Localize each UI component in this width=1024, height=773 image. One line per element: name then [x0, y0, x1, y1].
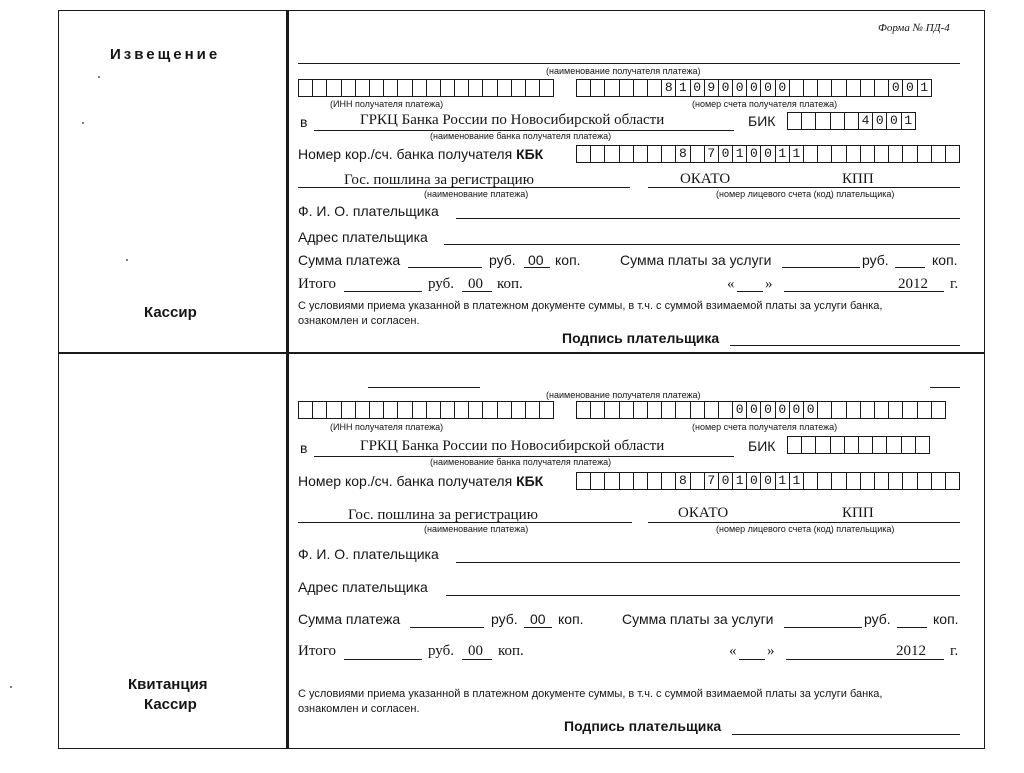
digit-cell[interactable]: [648, 80, 662, 96]
payer-address-label: Адрес плательщика: [298, 229, 428, 245]
inn-cells: [298, 79, 554, 97]
payment-name-caption: (наименование платежа): [424, 189, 529, 199]
digit-cell[interactable]: [620, 402, 634, 418]
digit-cell[interactable]: [577, 402, 591, 418]
corr-account-label: Номер кор./сч. банка получателя КБК: [298, 473, 544, 489]
digit-cell[interactable]: [916, 437, 930, 453]
recipient-name-line-right: [930, 387, 960, 388]
digit-cell[interactable]: [818, 146, 832, 162]
payment-sum-label: Сумма платежа: [298, 252, 401, 268]
digit-cell[interactable]: [299, 402, 313, 418]
signature-label: Подпись плательщика: [562, 330, 720, 346]
bik-label: БИК: [748, 113, 776, 129]
payer-name-line: [456, 218, 960, 219]
digit-cell[interactable]: [831, 113, 845, 129]
digit-cell[interactable]: [526, 402, 540, 418]
digit-cell[interactable]: [620, 146, 634, 162]
digit-cell[interactable]: 0: [761, 402, 775, 418]
digit-cell[interactable]: 1: [902, 113, 916, 129]
digit-cell[interactable]: [648, 146, 662, 162]
digit-cell[interactable]: [441, 80, 455, 96]
digit-cell[interactable]: [634, 146, 648, 162]
digit-cell[interactable]: 9: [705, 80, 719, 96]
digit-cell[interactable]: [634, 402, 648, 418]
total-kop-label: коп.: [497, 276, 523, 292]
digit-cell[interactable]: 0: [747, 473, 761, 489]
service-fee-label: Сумма платы за услуги: [620, 252, 772, 268]
corr-account-cells: [576, 472, 960, 490]
digit-cell[interactable]: [620, 473, 634, 489]
digit-cell[interactable]: 7: [705, 146, 719, 162]
kopecks-value: 00: [530, 611, 546, 627]
digit-cell[interactable]: [634, 80, 648, 96]
digit-cell[interactable]: [889, 146, 903, 162]
scan-speck: [82, 122, 84, 124]
digit-cell[interactable]: [804, 146, 818, 162]
digit-cell[interactable]: [605, 473, 619, 489]
digit-cell[interactable]: [788, 437, 802, 453]
bank-name-caption: (наименование банка получателя платежа): [430, 131, 612, 141]
digit-cell[interactable]: 0: [747, 80, 761, 96]
account-cells: [576, 79, 932, 97]
digit-cell[interactable]: [577, 473, 591, 489]
digit-cell[interactable]: [313, 80, 327, 96]
digit-cell[interactable]: 0: [733, 402, 747, 418]
digit-cell[interactable]: [804, 473, 818, 489]
inn-cells: [298, 401, 554, 419]
digit-cell[interactable]: 0: [776, 402, 790, 418]
service-rub-line: [782, 267, 860, 268]
digit-cell[interactable]: 0: [719, 80, 733, 96]
digit-cell[interactable]: [313, 402, 327, 418]
digit-cell[interactable]: 0: [804, 402, 818, 418]
digit-cell[interactable]: 0: [719, 473, 733, 489]
digit-cell[interactable]: [384, 80, 398, 96]
digit-cell[interactable]: 0: [747, 402, 761, 418]
signature-label: Подпись плательщика: [564, 718, 722, 734]
signature-line[interactable]: [732, 734, 960, 735]
cashier-label: Кассир: [144, 304, 197, 321]
signature-line[interactable]: [730, 345, 960, 346]
digit-cell[interactable]: [903, 402, 917, 418]
digit-cell[interactable]: 1: [776, 473, 790, 489]
digit-cell[interactable]: [398, 402, 412, 418]
scan-speck: [98, 76, 100, 78]
digit-cell[interactable]: [861, 146, 875, 162]
account-cells: [576, 401, 946, 419]
digit-cell[interactable]: [832, 402, 846, 418]
digit-cell[interactable]: [370, 402, 384, 418]
vertical-divider: [286, 10, 289, 749]
payment-name-value: Гос. пошлина за регистрацию: [344, 172, 534, 188]
digit-cell[interactable]: [875, 80, 889, 96]
digit-cell[interactable]: 8: [662, 80, 676, 96]
digit-cell[interactable]: [648, 402, 662, 418]
digit-cell[interactable]: [605, 146, 619, 162]
digit-cell[interactable]: [873, 437, 887, 453]
digit-cell[interactable]: [427, 402, 441, 418]
year-suffix: г.: [950, 643, 959, 659]
digit-cell[interactable]: [540, 80, 554, 96]
service-fee-label: Сумма платы за услуги: [622, 611, 774, 627]
notice-title: Извещение: [110, 46, 221, 63]
digit-cell[interactable]: [327, 402, 341, 418]
digit-cell[interactable]: [605, 402, 619, 418]
digit-cell[interactable]: [802, 113, 816, 129]
payment-rub-line: [408, 267, 482, 268]
bik-cells: [787, 112, 916, 130]
section-divider: [58, 352, 985, 354]
digit-cell[interactable]: [875, 146, 889, 162]
digit-cell[interactable]: [832, 473, 846, 489]
digit-cell[interactable]: [861, 402, 875, 418]
payment-sum-label: Сумма платежа: [298, 611, 401, 627]
kpp-label: КПП: [842, 171, 874, 187]
date-quote-open: «: [727, 276, 735, 292]
payer-name-label: Ф. И. О. плательщика: [298, 203, 439, 219]
digit-cell[interactable]: [831, 437, 845, 453]
date-day-line: [737, 291, 763, 292]
digit-cell[interactable]: 0: [761, 146, 775, 162]
digit-cell[interactable]: [413, 80, 427, 96]
digit-cell[interactable]: 0: [761, 80, 775, 96]
corr-account-cells: [576, 145, 960, 163]
rub-label: руб.: [489, 252, 516, 268]
digit-cell[interactable]: [498, 402, 512, 418]
digit-cell[interactable]: 1: [733, 146, 747, 162]
total-label: Итого: [298, 643, 336, 659]
service-kop-label: коп.: [933, 611, 959, 627]
digit-cell[interactable]: [816, 437, 830, 453]
digit-cell[interactable]: [691, 402, 705, 418]
service-kop-label: коп.: [932, 252, 958, 268]
digit-cell[interactable]: 0: [761, 473, 775, 489]
digit-cell[interactable]: [342, 80, 356, 96]
digit-cell[interactable]: 1: [733, 473, 747, 489]
digit-cell[interactable]: [605, 80, 619, 96]
form-number: Форма № ПД-4: [878, 22, 950, 34]
total-rub-line: [344, 291, 422, 292]
digit-cell[interactable]: [816, 113, 830, 129]
digit-cell[interactable]: [818, 473, 832, 489]
in-label: в: [300, 114, 308, 130]
digit-cell[interactable]: [526, 80, 540, 96]
digit-cell[interactable]: 8: [676, 146, 690, 162]
digit-cell[interactable]: [918, 146, 932, 162]
digit-cell[interactable]: [889, 402, 903, 418]
scan-speck: [126, 259, 128, 261]
payer-address-label: Адрес плательщика: [298, 579, 428, 595]
total-rub-label: руб.: [428, 276, 454, 292]
digit-cell[interactable]: 0: [903, 80, 917, 96]
digit-cell[interactable]: [847, 402, 861, 418]
conditions-text: С условиями приема указанной в платежном документе суммы, в т.ч. с суммой взимаемой платы за услуги банка, ознакомлен и согласен.: [298, 300, 883, 327]
kop-label: коп.: [555, 252, 581, 268]
digit-cell[interactable]: [398, 80, 412, 96]
digit-cell[interactable]: [577, 80, 591, 96]
digit-cell[interactable]: 1: [790, 473, 804, 489]
personal-account-line: [648, 522, 960, 523]
digit-cell[interactable]: 1: [918, 80, 932, 96]
scan-speck: [10, 686, 12, 688]
receipt-cashier-label: Кассир: [144, 696, 197, 713]
digit-cell[interactable]: [847, 473, 861, 489]
kopecks-value: 00: [528, 252, 544, 268]
digit-cell[interactable]: [719, 402, 733, 418]
okato-label: ОКАТО: [680, 171, 731, 187]
digit-cell[interactable]: [861, 473, 875, 489]
inn-caption: (ИНН получателя платежа): [330, 99, 444, 109]
recipient-name-line-left: [368, 387, 480, 388]
digit-cell[interactable]: 1: [790, 146, 804, 162]
digit-cell[interactable]: [591, 146, 605, 162]
digit-cell[interactable]: 0: [691, 80, 705, 96]
in-label: в: [300, 440, 308, 456]
digit-cell[interactable]: [483, 402, 497, 418]
date-day-line: [739, 659, 765, 660]
digit-cell[interactable]: [327, 80, 341, 96]
year-value: 2012: [898, 276, 928, 292]
total-kopecks-line: [462, 291, 492, 292]
digit-cell[interactable]: [577, 146, 591, 162]
digit-cell[interactable]: [342, 402, 356, 418]
digit-cell[interactable]: [384, 402, 398, 418]
inn-caption: (ИНН получателя платежа): [330, 422, 444, 432]
digit-cell[interactable]: [591, 473, 605, 489]
digit-cell[interactable]: [818, 80, 832, 96]
service-rub-line: [784, 627, 862, 628]
year-value: 2012: [896, 643, 926, 659]
date-quote-close: »: [767, 643, 775, 659]
total-rub-label: руб.: [428, 643, 454, 659]
digit-cell[interactable]: 0: [873, 113, 887, 129]
digit-cell[interactable]: 0: [776, 80, 790, 96]
digit-cell[interactable]: [918, 402, 932, 418]
payment-name-caption: (наименование платежа): [424, 524, 529, 534]
digit-cell[interactable]: [356, 402, 370, 418]
personal-account-caption: (номер лицевого счета (код) плательщика): [716, 189, 895, 199]
okato-label: ОКАТО: [678, 505, 729, 521]
date-quote-close: »: [765, 276, 773, 292]
kpp-label: КПП: [842, 505, 874, 521]
digit-cell[interactable]: [932, 473, 946, 489]
corr-account-label: Номер кор./сч. банка получателя КБК: [298, 146, 544, 162]
total-kop-label: коп.: [498, 643, 524, 659]
payment-rub-line: [410, 627, 484, 628]
digit-cell[interactable]: [946, 146, 960, 162]
digit-cell[interactable]: [648, 473, 662, 489]
digit-cell[interactable]: [818, 402, 832, 418]
digit-cell[interactable]: [691, 146, 705, 162]
digit-cell[interactable]: 4: [859, 113, 873, 129]
digit-cell[interactable]: [455, 402, 469, 418]
digit-cell[interactable]: [902, 437, 916, 453]
digit-cell[interactable]: [512, 80, 526, 96]
bank-name-caption: (наименование банка получателя платежа): [430, 457, 612, 467]
digit-cell[interactable]: [591, 80, 605, 96]
kopecks-line: [524, 267, 550, 268]
digit-cell[interactable]: [413, 402, 427, 418]
rub-label: руб.: [491, 611, 518, 627]
digit-cell[interactable]: [469, 80, 483, 96]
digit-cell[interactable]: [498, 80, 512, 96]
digit-cell[interactable]: 0: [887, 113, 901, 129]
conditions-text: С условиями приема указанной в платежном документе суммы, в т.ч. с суммой взимаемой платы за услуги банка, ознакомлен и согласен.: [298, 688, 883, 715]
digit-cell[interactable]: [790, 80, 804, 96]
digit-cell[interactable]: [512, 402, 526, 418]
digit-cell[interactable]: [591, 402, 605, 418]
personal-account-line: [648, 187, 960, 188]
digit-cell[interactable]: [691, 473, 705, 489]
digit-cell[interactable]: 1: [676, 80, 690, 96]
digit-cell[interactable]: 7: [705, 473, 719, 489]
digit-cell[interactable]: [455, 80, 469, 96]
total-label: Итого: [298, 276, 336, 292]
digit-cell[interactable]: [847, 80, 861, 96]
digit-cell[interactable]: [662, 146, 676, 162]
digit-cell[interactable]: [932, 402, 946, 418]
total-kopecks-value: 00: [468, 276, 483, 292]
payer-name-label: Ф. И. О. плательщика: [298, 546, 439, 562]
digit-cell[interactable]: [918, 473, 932, 489]
account-caption: (номер счета получателя платежа): [692, 99, 838, 109]
digit-cell[interactable]: [662, 402, 676, 418]
service-rub-label: руб.: [862, 252, 889, 268]
digit-cell[interactable]: [705, 402, 719, 418]
payer-address-line: [446, 595, 960, 596]
digit-cell[interactable]: [847, 146, 861, 162]
personal-account-caption: (номер лицевого счета (код) плательщика): [716, 524, 895, 534]
service-rub-label: руб.: [864, 611, 891, 627]
digit-cell[interactable]: [875, 402, 889, 418]
digit-cell[interactable]: [875, 473, 889, 489]
total-rub-line: [344, 659, 422, 660]
digit-cell[interactable]: [620, 80, 634, 96]
digit-cell[interactable]: [540, 402, 554, 418]
digit-cell[interactable]: [932, 146, 946, 162]
digit-cell[interactable]: [903, 473, 917, 489]
digit-cell[interactable]: [804, 80, 818, 96]
total-kopecks-value: 00: [468, 643, 483, 659]
digit-cell[interactable]: [356, 80, 370, 96]
digit-cell[interactable]: [483, 80, 497, 96]
digit-cell[interactable]: 1: [776, 146, 790, 162]
digit-cell[interactable]: [903, 146, 917, 162]
bank-name-value: ГРКЦ Банка России по Новосибирской области: [360, 438, 665, 454]
digit-cell[interactable]: 0: [889, 80, 903, 96]
digit-cell[interactable]: [889, 473, 903, 489]
digit-cell[interactable]: [427, 80, 441, 96]
service-kop-line: [897, 627, 927, 628]
bik-cells: [787, 436, 930, 454]
payment-name-line: [298, 187, 630, 188]
payer-address-line: [444, 244, 960, 245]
digit-cell[interactable]: 0: [790, 402, 804, 418]
digit-cell[interactable]: 8: [676, 473, 690, 489]
payment-name-line: [298, 522, 632, 523]
digit-cell[interactable]: 0: [719, 146, 733, 162]
digit-cell[interactable]: [370, 80, 384, 96]
digit-cell[interactable]: [946, 473, 960, 489]
digit-cell[interactable]: [845, 113, 859, 129]
digit-cell[interactable]: [469, 402, 483, 418]
digit-cell[interactable]: [832, 146, 846, 162]
kopecks-line: [524, 627, 552, 628]
digit-cell[interactable]: [634, 473, 648, 489]
digit-cell[interactable]: [859, 437, 873, 453]
recipient-name-caption: (наименование получателя платежа): [546, 390, 701, 400]
digit-cell[interactable]: 0: [733, 80, 747, 96]
digit-cell[interactable]: [788, 113, 802, 129]
recipient-name-line: [298, 63, 960, 64]
year-suffix: г.: [950, 276, 959, 292]
payment-name-value: Гос. пошлина за регистрацию: [348, 507, 538, 523]
digit-cell[interactable]: [662, 473, 676, 489]
bik-label: БИК: [748, 438, 776, 454]
digit-cell[interactable]: [441, 402, 455, 418]
digit-cell[interactable]: [861, 80, 875, 96]
digit-cell[interactable]: [802, 437, 816, 453]
kop-label: коп.: [558, 611, 584, 627]
digit-cell[interactable]: [845, 437, 859, 453]
receipt-title: Квитанция: [128, 676, 208, 693]
payer-name-line: [456, 562, 960, 563]
digit-cell[interactable]: 0: [747, 146, 761, 162]
digit-cell[interactable]: [832, 80, 846, 96]
date-quote-open: «: [729, 643, 737, 659]
total-kopecks-line: [462, 659, 492, 660]
bank-name-value: ГРКЦ Банка России по Новосибирской области: [360, 112, 665, 128]
digit-cell[interactable]: [676, 402, 690, 418]
account-caption: (номер счета получателя платежа): [692, 422, 838, 432]
service-kop-line: [895, 267, 925, 268]
digit-cell[interactable]: [887, 437, 901, 453]
recipient-name-caption: (наименование получателя платежа): [546, 66, 701, 76]
digit-cell[interactable]: [299, 80, 313, 96]
